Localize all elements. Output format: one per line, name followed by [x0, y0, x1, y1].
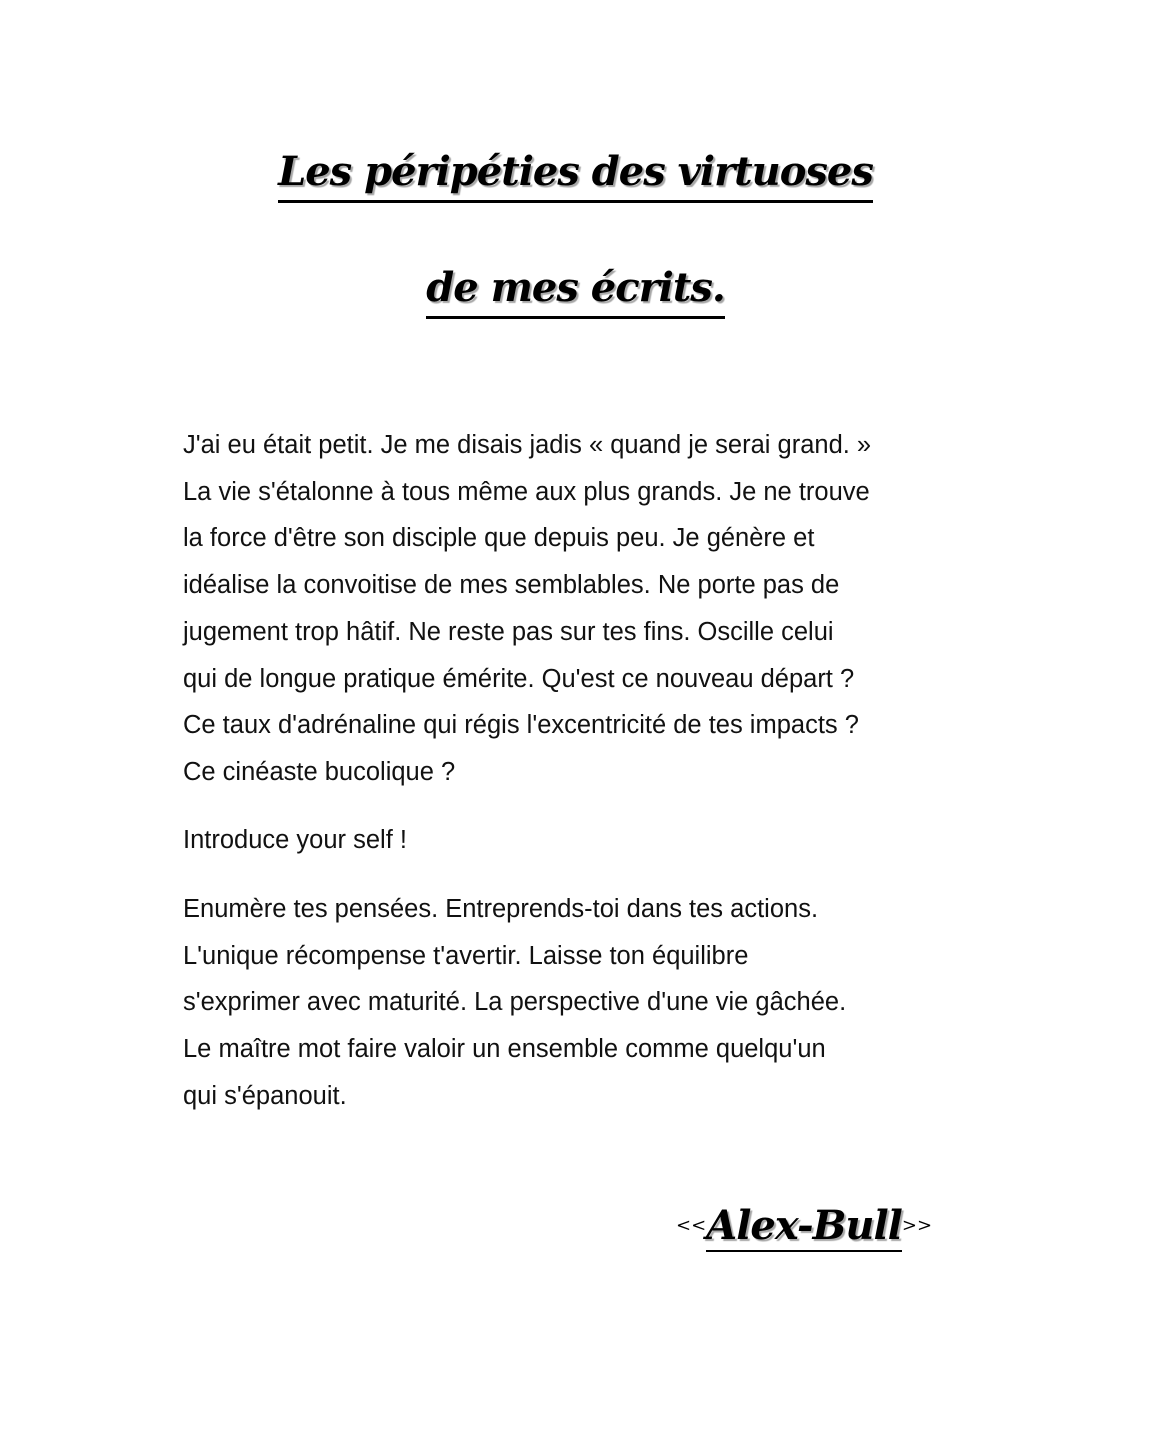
title-line-1 — [0, 148, 1151, 203]
title-text-1: Les péripéties des virtuoses — [278, 152, 873, 203]
title-text-2: de mes écrits. — [426, 268, 725, 319]
paragraph-3-text: Enumère tes pensées. Entreprends-toi dans tes actions. L'unique récompense t'avertir. Laisse ton équilibre s'exprimer avec maturité. La perspective d'une vie gâchée. Le maître mot faire valoir un ensemble comme quelqu'un qui s'épanouit. — [183, 895, 847, 1110]
signature-name: Alex-Bull — [706, 1206, 902, 1252]
signature-close-bracket: >> — [901, 1215, 933, 1236]
paragraph-1 — [183, 422, 983, 796]
paragraph-1-text: J'ai eu était petit. Je me disais jadis « quand je serai grand. » La vie s'étalonne à tous même aux plus grands. Je ne trouve la force d'être son disciple que depuis peu. Je génère et idéalise la convoitise de mes semblables. Ne porte pas de jugement trop hâtif. Ne reste pas sur tes fins. Oscille celui qui de longue pratique émérite. Qu'est ce nouveau départ ? Ce taux d'adrénaline qui régis l'excentricité de tes impacts ? Ce cinéaste bucolique ? — [183, 431, 872, 786]
signature-open-bracket: << — [676, 1215, 707, 1236]
paragraph-3 — [183, 886, 983, 1120]
paragraph-2 — [183, 817, 983, 864]
signature — [676, 1202, 976, 1252]
paragraph-2-text: Introduce your self ! — [183, 826, 407, 854]
title-line-2 — [0, 264, 1151, 319]
